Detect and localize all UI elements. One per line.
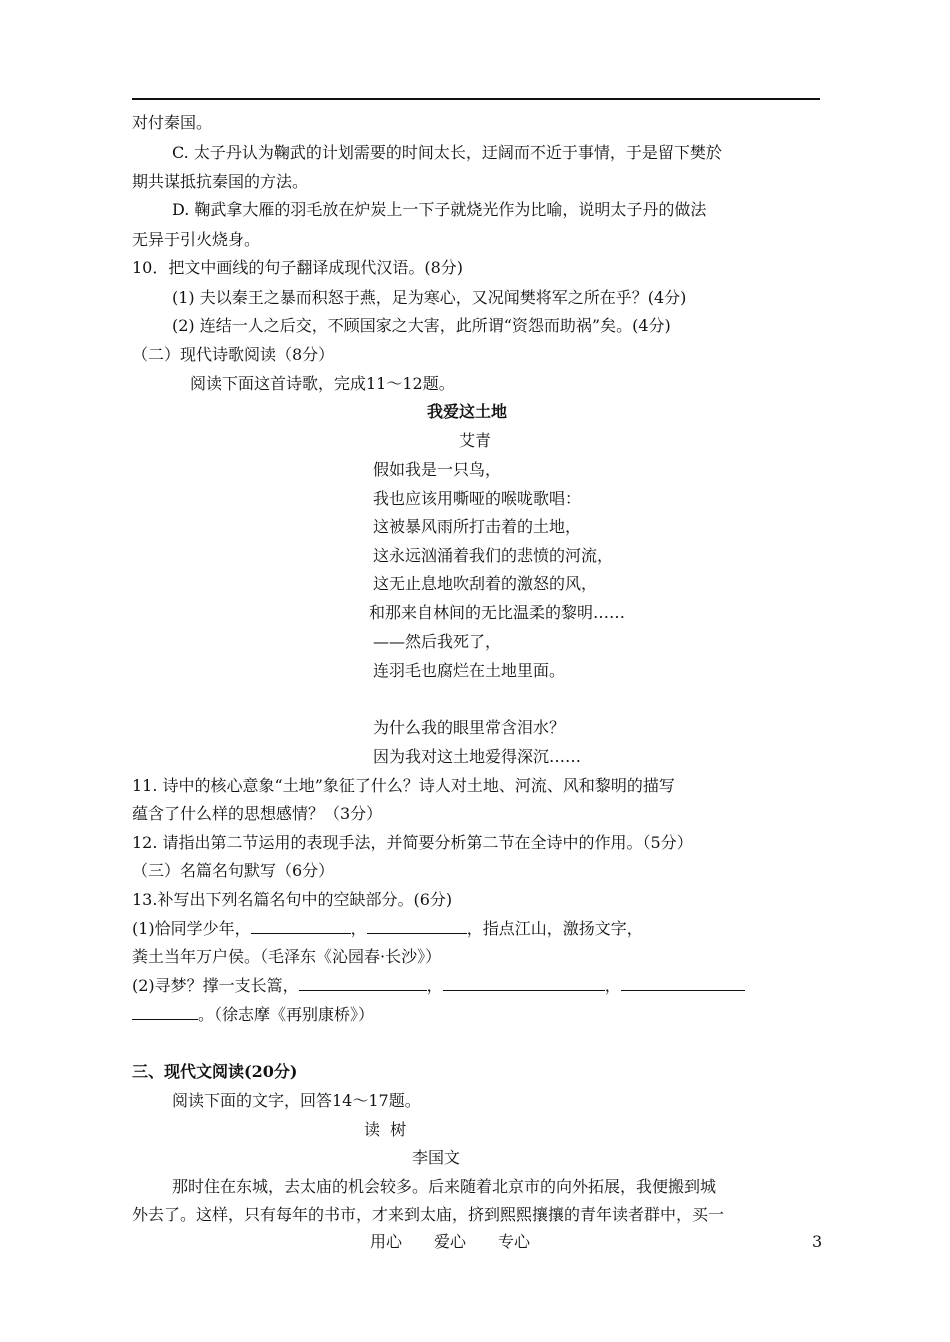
answer-blank[interactable]: [367, 919, 467, 934]
blank-prefix: (2)寻梦？撑一支长篙，: [132, 976, 299, 995]
poem-line: 这无止息地吹刮着的激怒的风，: [373, 574, 598, 593]
answer-blank[interactable]: [132, 1005, 198, 1020]
header-rule: [132, 98, 820, 100]
poem-line: 我也应该用嘶哑的喉咙歌唱：: [373, 489, 582, 508]
separator: ，: [604, 976, 621, 995]
footer-word: 用心: [370, 1232, 403, 1251]
answer-blank[interactable]: [621, 976, 745, 991]
page-number: 3: [812, 1232, 823, 1251]
answer-blank[interactable]: [299, 976, 427, 991]
essay-paragraph: 那时住在东城，去太庙的机会较多。后来随着北京市的向外拓展，我便搬到城: [172, 1177, 717, 1196]
poem-line: 假如我是一只鸟，: [373, 460, 502, 479]
section-famous-quotes: （三）名篇名句默写（6分）: [132, 861, 335, 880]
footer-word: 爱心: [434, 1232, 467, 1251]
section-three-heading: 三、现代文阅读(20分): [132, 1062, 298, 1081]
essay-author: 李国文: [412, 1148, 461, 1167]
question-13-item-1-continued: 粪土当年万户侯。（毛泽东《沁园春·长沙》）: [132, 947, 442, 966]
text-line: 对付秦国。: [132, 113, 213, 132]
poetry-instruction: 阅读下面这首诗歌，完成11～12题。: [190, 374, 455, 393]
blank-suffix: 。（徐志摩《再别康桥》）: [198, 1005, 375, 1024]
question-11: 11. 诗中的核心意象“土地”象征了什么？诗人对土地、河流、风和黎明的描写: [132, 776, 675, 795]
question-13-item-2: [132, 976, 745, 996]
separator: ，: [426, 976, 443, 995]
question-13-item-2-continued: [132, 1005, 374, 1025]
question-13-item-1: [132, 919, 643, 939]
section-modern-poetry: （二）现代诗歌阅读（8分）: [132, 345, 335, 364]
answer-blank[interactable]: [443, 976, 605, 991]
question-11-continued: 蕴含了什么样的思想感情？（3分）: [132, 804, 383, 823]
question-10: 10．把文中画线的句子翻译成现代汉语。(8分): [132, 258, 464, 277]
question-10-item-2: (2) 连结一人之后交，不顾国家之大害，此所谓“资怨而助祸”矣。(4分): [172, 316, 671, 335]
question-12: 12. 请指出第二节运用的表现手法，并简要分析第二节在全诗中的作用。（5分）: [132, 833, 693, 852]
question-10-item-1: (1) 夫以秦王之暴而积怒于燕，足为寒心，又况闻樊将军之所在乎？(4分): [172, 288, 687, 307]
poem-line: 为什么我的眼里常含泪水？: [373, 718, 566, 737]
poem-line: 和那来自林间的无比温柔的黎明……: [369, 603, 626, 622]
question-13: 13.补写出下列名篇名句中的空缺部分。(6分): [132, 890, 453, 909]
poem-line: 这被暴风雨所打击着的土地，: [373, 517, 582, 536]
footer-motto: [370, 1232, 562, 1252]
blank-suffix: ，指点江山，激扬文字，: [466, 919, 643, 938]
answer-blank[interactable]: [251, 919, 351, 934]
poem-author: 艾青: [459, 431, 492, 450]
poem-line: 这永远汹涌着我们的悲愤的河流，: [373, 546, 614, 565]
essay-title: 读 树: [364, 1120, 407, 1139]
blank-prefix: (1)恰同学少年，: [132, 919, 251, 938]
poem-title: 我爱这土地: [427, 402, 508, 421]
footer-word: 专心: [498, 1232, 531, 1251]
poem-line: ——然后我死了，: [373, 632, 502, 651]
option-c-continued: 期共谋抵抗秦国的方法。: [132, 172, 309, 191]
reading-instruction: 阅读下面的文字，回答14～17题。: [172, 1091, 421, 1110]
option-c-line: C. 太子丹认为鞠武的计划需要的时间太长，迂阔而不近于事情，于是留下樊於: [172, 143, 722, 162]
option-d-continued: 无异于引火烧身。: [132, 230, 261, 249]
poem-line: 连羽毛也腐烂在土地里面。: [373, 661, 566, 680]
poem-line: 因为我对这土地爱得深沉……: [373, 747, 582, 766]
option-d-line: D. 鞠武拿大雁的羽毛放在炉炭上一下子就烧光作为比喻，说明太子丹的做法: [172, 200, 707, 219]
separator: ，: [350, 919, 367, 938]
essay-paragraph-continued: 外去了。这样，只有每年的书市，才来到太庙，挤到熙熙攘攘的青年读者群中，买一: [132, 1205, 725, 1224]
